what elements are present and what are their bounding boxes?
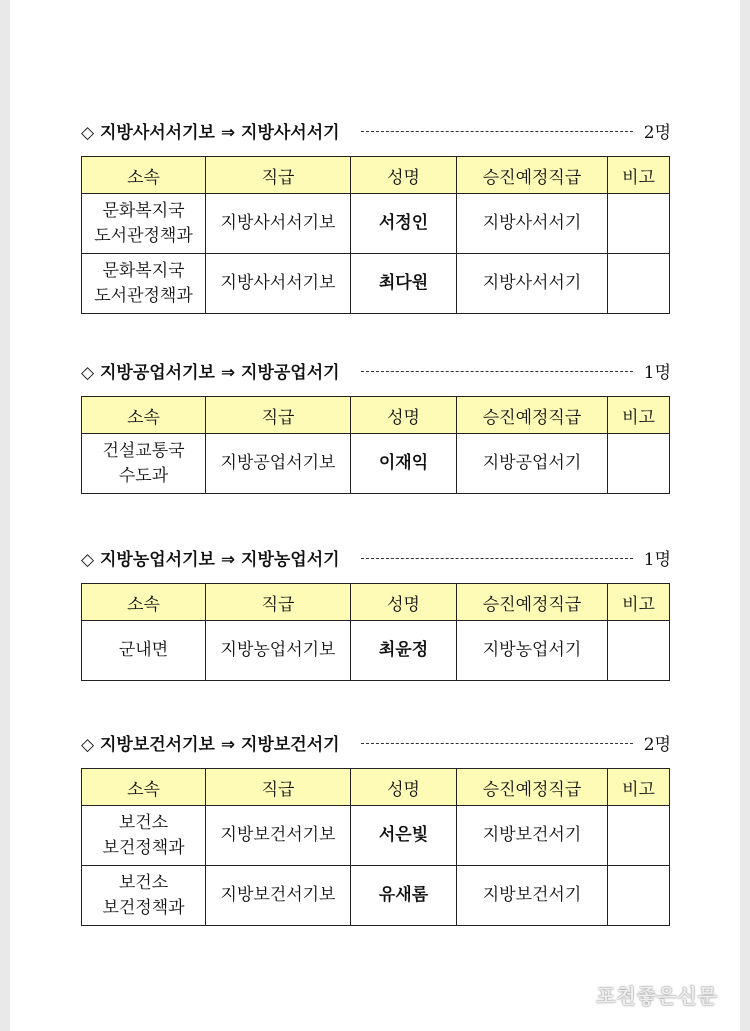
cell-name: 이재익 xyxy=(351,434,457,494)
table-row xyxy=(82,434,670,494)
section-title: ◇ 지방보건서기보 ⇒ 지방보건서기 xyxy=(81,735,340,755)
cell-rank: 지방농업서기보 xyxy=(206,621,351,681)
table-row xyxy=(82,866,670,926)
column-header: 비고 xyxy=(608,157,670,194)
dotted-leader xyxy=(361,558,633,559)
section-count: 2명 xyxy=(643,735,671,755)
table-row xyxy=(82,621,670,681)
column-header: 소속 xyxy=(82,769,206,806)
dotted-leader xyxy=(361,371,633,372)
promotion-table xyxy=(81,156,670,314)
column-header: 승진예정직급 xyxy=(457,397,608,434)
cell-affiliation: 보건소 보건정책과 xyxy=(82,866,206,926)
column-header: 비고 xyxy=(608,584,670,621)
table-header-row xyxy=(82,584,670,621)
section-heading xyxy=(81,118,671,146)
promotion-table xyxy=(81,396,670,494)
cell-name: 유새롬 xyxy=(351,866,457,926)
cell-remarks xyxy=(608,434,670,494)
cell-remarks xyxy=(608,254,670,314)
cell-target-rank: 지방보건서기 xyxy=(457,866,608,926)
column-header: 소속 xyxy=(82,157,206,194)
cell-remarks xyxy=(608,866,670,926)
column-header: 성명 xyxy=(351,397,457,434)
cell-rank: 지방보건서기보 xyxy=(206,866,351,926)
column-header: 성명 xyxy=(351,584,457,621)
cell-remarks xyxy=(608,806,670,866)
column-header: 승진예정직급 xyxy=(457,769,608,806)
cell-name: 서은빛 xyxy=(351,806,457,866)
promotion-section xyxy=(81,730,671,926)
column-header: 성명 xyxy=(351,157,457,194)
column-header: 소속 xyxy=(82,397,206,434)
section-heading xyxy=(81,545,671,573)
cell-target-rank: 지방보건서기 xyxy=(457,806,608,866)
section-title: ◇ 지방공업서기보 ⇒ 지방공업서기 xyxy=(81,363,340,383)
section-heading xyxy=(81,730,671,758)
promotion-section xyxy=(81,358,671,494)
table-header-row xyxy=(82,157,670,194)
cell-affiliation: 문화복지국 도서관정책과 xyxy=(82,194,206,254)
cell-name: 최윤정 xyxy=(351,621,457,681)
column-header: 직급 xyxy=(206,769,351,806)
section-heading xyxy=(81,358,671,386)
column-header: 직급 xyxy=(206,397,351,434)
table-header-row xyxy=(82,397,670,434)
promotion-section xyxy=(81,545,671,681)
watermark-logo: 포천좋은신문 xyxy=(596,984,718,1008)
cell-name: 최다원 xyxy=(351,254,457,314)
table-header-row xyxy=(82,769,670,806)
column-header: 직급 xyxy=(206,584,351,621)
column-header: 소속 xyxy=(82,584,206,621)
cell-target-rank: 지방농업서기 xyxy=(457,621,608,681)
column-header: 비고 xyxy=(608,769,670,806)
cell-name: 서정인 xyxy=(351,194,457,254)
cell-affiliation: 보건소 보건정책과 xyxy=(82,806,206,866)
cell-affiliation: 건설교통국 수도과 xyxy=(82,434,206,494)
section-count: 1명 xyxy=(643,363,671,383)
column-header: 성명 xyxy=(351,769,457,806)
cell-affiliation: 군내면 xyxy=(82,621,206,681)
column-header: 승진예정직급 xyxy=(457,584,608,621)
cell-target-rank: 지방사서서기 xyxy=(457,194,608,254)
cell-remarks xyxy=(608,194,670,254)
cell-rank: 지방사서서기보 xyxy=(206,194,351,254)
column-header: 직급 xyxy=(206,157,351,194)
column-header: 비고 xyxy=(608,397,670,434)
dotted-leader xyxy=(361,131,633,132)
dotted-leader xyxy=(361,743,633,744)
section-title: ◇ 지방농업서기보 ⇒ 지방농업서기 xyxy=(81,550,340,570)
table-row xyxy=(82,806,670,866)
cell-target-rank: 지방사서서기 xyxy=(457,254,608,314)
section-count: 1명 xyxy=(643,550,671,570)
promotion-table xyxy=(81,583,670,681)
section-title: ◇ 지방사서서기보 ⇒ 지방사서서기 xyxy=(81,123,340,143)
table-row xyxy=(82,254,670,314)
cell-target-rank: 지방공업서기 xyxy=(457,434,608,494)
promotion-section xyxy=(81,118,671,314)
cell-rank: 지방보건서기보 xyxy=(206,806,351,866)
column-header: 승진예정직급 xyxy=(457,157,608,194)
table-row xyxy=(82,194,670,254)
cell-rank: 지방공업서기보 xyxy=(206,434,351,494)
promotion-table xyxy=(81,768,670,926)
cell-affiliation: 문화복지국 도서관정책과 xyxy=(82,254,206,314)
cell-remarks xyxy=(608,621,670,681)
section-count: 2명 xyxy=(643,123,671,143)
cell-rank: 지방사서서기보 xyxy=(206,254,351,314)
